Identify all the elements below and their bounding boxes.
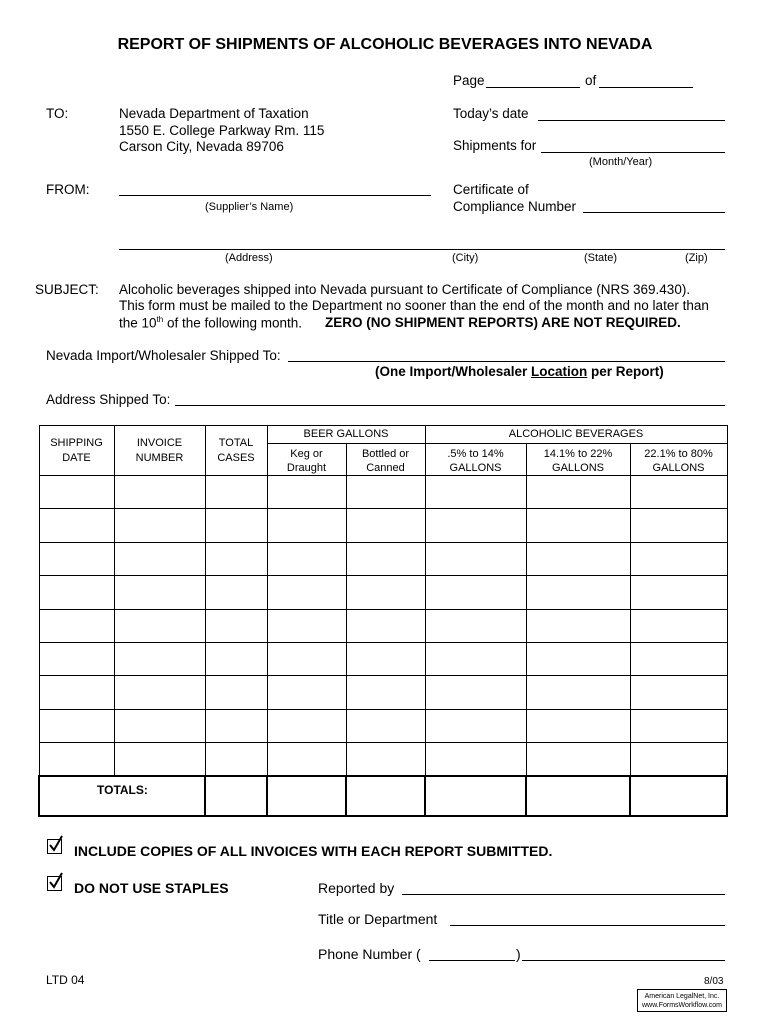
- table-cell[interactable]: [205, 743, 267, 776]
- subject-line-1: Alcoholic beverages shipped into Nevada pursuant to Certificate of Compliance (NRS 369.430).: [119, 282, 691, 297]
- table-cell[interactable]: [39, 476, 114, 509]
- title-department-field[interactable]: [450, 925, 725, 926]
- table-row: [39, 609, 727, 642]
- import-wholesaler-label: Nevada Import/Wholesaler Shipped To:: [46, 348, 281, 363]
- table-cell[interactable]: [114, 642, 205, 675]
- publisher-website: www.FormsWorkflow.com: [642, 1002, 722, 1009]
- totals-cell[interactable]: [267, 776, 346, 816]
- title-department-label: Title or Department: [318, 911, 438, 927]
- address-shipped-label: Address Shipped To:: [46, 392, 171, 407]
- certificate-label-1: Certificate of: [453, 182, 529, 197]
- col-5-14-gallons: .5% to 14% GALLONS: [425, 444, 526, 476]
- table-cell[interactable]: [267, 642, 346, 675]
- phone-number-field[interactable]: [522, 960, 725, 961]
- table-cell[interactable]: [425, 609, 526, 642]
- table-cell[interactable]: [630, 609, 727, 642]
- table-cell[interactable]: [425, 642, 526, 675]
- todays-date-field[interactable]: [538, 120, 725, 121]
- table-cell[interactable]: [205, 476, 267, 509]
- table-cell[interactable]: [346, 609, 425, 642]
- table-cell[interactable]: [346, 542, 425, 575]
- zip-label: (Zip): [685, 252, 708, 264]
- table-row: [39, 542, 727, 575]
- table-cell[interactable]: [114, 576, 205, 609]
- shipments-table: [38, 425, 728, 817]
- table-cell[interactable]: [526, 609, 630, 642]
- table-cell[interactable]: [267, 709, 346, 742]
- subject-line-2: This form must be mailed to the Department no sooner than the end of the month and no later than: [119, 298, 709, 313]
- totals-cell[interactable]: [425, 776, 526, 816]
- table-cell[interactable]: [526, 576, 630, 609]
- include-copies-notice: INCLUDE COPIES OF ALL INVOICES WITH EACH REPORT SUBMITTED.: [74, 843, 553, 859]
- table-cell[interactable]: [39, 609, 114, 642]
- table-cell[interactable]: [526, 476, 630, 509]
- table-cell[interactable]: [526, 542, 630, 575]
- table-cell[interactable]: [630, 743, 727, 776]
- table-cell[interactable]: [346, 476, 425, 509]
- page-of-label: of: [585, 73, 597, 88]
- group-beer-gallons: BEER GALLONS: [267, 426, 425, 444]
- table-cell[interactable]: [39, 743, 114, 776]
- totals-cell[interactable]: [526, 776, 630, 816]
- table-cell[interactable]: [630, 642, 727, 675]
- subject-label: SUBJECT:: [35, 282, 99, 297]
- table-row: [39, 676, 727, 709]
- table-cell[interactable]: [526, 676, 630, 709]
- table-cell[interactable]: [205, 509, 267, 542]
- table-cell[interactable]: [630, 476, 727, 509]
- totals-cell[interactable]: [346, 776, 425, 816]
- table-cell[interactable]: [267, 476, 346, 509]
- table-cell[interactable]: [425, 743, 526, 776]
- reported-by-label: Reported by: [318, 880, 395, 896]
- suppliers-name-label: (Supplier’s Name): [205, 201, 294, 213]
- table-cell[interactable]: [425, 676, 526, 709]
- table-cell[interactable]: [526, 743, 630, 776]
- table-cell[interactable]: [114, 509, 205, 542]
- table-cell[interactable]: [346, 509, 425, 542]
- table-cell[interactable]: [114, 709, 205, 742]
- col-total-cases: TOTAL CASES: [205, 426, 267, 476]
- col-22-80-gallons: 22.1% to 80% GALLONS: [630, 444, 727, 476]
- table-cell[interactable]: [526, 509, 630, 542]
- to-address-line-2: 1550 E. College Parkway Rm. 115: [119, 123, 325, 138]
- todays-date-label: Today’s date: [453, 106, 529, 121]
- table-row: [39, 642, 727, 675]
- phone-close-paren: ): [516, 946, 521, 962]
- table-cell[interactable]: [267, 743, 346, 776]
- table-cell[interactable]: [267, 509, 346, 542]
- one-location-note: (One Import/Wholesaler Location per Report): [375, 364, 664, 379]
- form-title: REPORT OF SHIPMENTS OF ALCOHOLIC BEVERAGES INTO NEVADA: [117, 36, 653, 53]
- no-staples-checkbox[interactable]: [47, 876, 62, 891]
- city-label: (City): [452, 252, 479, 264]
- check-icon: [48, 872, 64, 890]
- to-address-line-1: Nevada Department of Taxation: [119, 106, 309, 121]
- col-invoice-number: INVOICE NUMBER: [114, 426, 205, 476]
- table-cell[interactable]: [346, 743, 425, 776]
- reported-by-field[interactable]: [402, 894, 725, 895]
- zero-reports-notice: ZERO (NO SHIPMENT REPORTS) ARE NOT REQUIRED.: [325, 315, 681, 330]
- table-row: [39, 576, 727, 609]
- table-cell[interactable]: [346, 576, 425, 609]
- table-row: [39, 709, 727, 742]
- compliance-number-field[interactable]: [583, 212, 725, 213]
- table-cell[interactable]: [114, 609, 205, 642]
- page-number-field[interactable]: [486, 87, 580, 88]
- totals-cell[interactable]: [630, 776, 727, 816]
- phone-number-label: Phone Number (: [318, 946, 421, 962]
- table-cell[interactable]: [205, 642, 267, 675]
- totals-row: [39, 776, 727, 816]
- table-cell[interactable]: [39, 509, 114, 542]
- table-cell[interactable]: [205, 709, 267, 742]
- table-cell[interactable]: [630, 676, 727, 709]
- table-row: [39, 743, 727, 776]
- col-keg-draught: Keg or Draught: [267, 444, 346, 476]
- table-cell[interactable]: [267, 609, 346, 642]
- table-row: [39, 509, 727, 542]
- table-cell[interactable]: [205, 609, 267, 642]
- table-cell[interactable]: [630, 709, 727, 742]
- table-cell[interactable]: [526, 642, 630, 675]
- certificate-label-2: Compliance Number: [453, 199, 577, 214]
- table-cell[interactable]: [114, 476, 205, 509]
- table-cell[interactable]: [425, 509, 526, 542]
- table-cell[interactable]: [267, 542, 346, 575]
- table-cell[interactable]: [630, 542, 727, 575]
- shipments-for-field[interactable]: [541, 152, 725, 153]
- include-copies-checkbox[interactable]: [47, 839, 62, 854]
- address-label: (Address): [225, 252, 273, 264]
- page-label: Page: [453, 73, 485, 88]
- table-cell[interactable]: [114, 676, 205, 709]
- import-wholesaler-field[interactable]: [288, 361, 725, 362]
- page-total-field[interactable]: [599, 87, 693, 88]
- table-cell[interactable]: [346, 676, 425, 709]
- table-cell[interactable]: [346, 709, 425, 742]
- table-cell[interactable]: [425, 576, 526, 609]
- month-year-label: (Month/Year): [589, 156, 653, 168]
- table-cell[interactable]: [346, 642, 425, 675]
- shipments-for-label: Shipments for: [453, 138, 537, 153]
- table-cell[interactable]: [425, 542, 526, 575]
- table-cell[interactable]: [205, 576, 267, 609]
- to-address-line-3: Carson City, Nevada 89706: [119, 139, 284, 154]
- col-shipping-date: SHIPPING DATE: [39, 426, 114, 476]
- table-cell[interactable]: [39, 642, 114, 675]
- table-cell[interactable]: [39, 676, 114, 709]
- col-bottled-canned: Bottled or Canned: [346, 444, 425, 476]
- form-code: LTD 04: [46, 973, 85, 987]
- table-cell[interactable]: [630, 576, 727, 609]
- address-shipped-field[interactable]: [175, 405, 725, 406]
- revision-date: 8/03: [704, 976, 724, 987]
- totals-cell[interactable]: [205, 776, 267, 816]
- table-cell[interactable]: [526, 709, 630, 742]
- from-label: FROM:: [46, 182, 90, 197]
- subject-line-3: the 10th of the following month.: [119, 315, 303, 331]
- table-cell[interactable]: [267, 676, 346, 709]
- table-cell[interactable]: [114, 542, 205, 575]
- table-cell[interactable]: [267, 576, 346, 609]
- publisher-box: [637, 989, 727, 1012]
- phone-area-code-field[interactable]: [429, 960, 515, 961]
- group-alcoholic-beverages: ALCOHOLIC BEVERAGES: [425, 426, 727, 444]
- supplier-address-field[interactable]: [119, 249, 725, 250]
- table-cell[interactable]: [39, 542, 114, 575]
- table-cell[interactable]: [630, 509, 727, 542]
- check-icon: [48, 835, 64, 853]
- no-staples-notice: DO NOT USE STAPLES: [74, 880, 229, 896]
- state-label: (State): [584, 252, 618, 264]
- table-cell[interactable]: [39, 709, 114, 742]
- suppliers-name-field[interactable]: [119, 195, 431, 196]
- table-cell[interactable]: [205, 542, 267, 575]
- to-label: TO:: [46, 106, 69, 121]
- totals-label: TOTALS:: [39, 776, 205, 816]
- table-cell[interactable]: [205, 676, 267, 709]
- publisher-name: American LegalNet, Inc.: [644, 993, 720, 1000]
- col-14-22-gallons: 14.1% to 22% GALLONS: [526, 444, 630, 476]
- table-cell[interactable]: [425, 709, 526, 742]
- table-cell[interactable]: [425, 476, 526, 509]
- table-cell[interactable]: [114, 743, 205, 776]
- table-cell[interactable]: [39, 576, 114, 609]
- table-row: [39, 476, 727, 509]
